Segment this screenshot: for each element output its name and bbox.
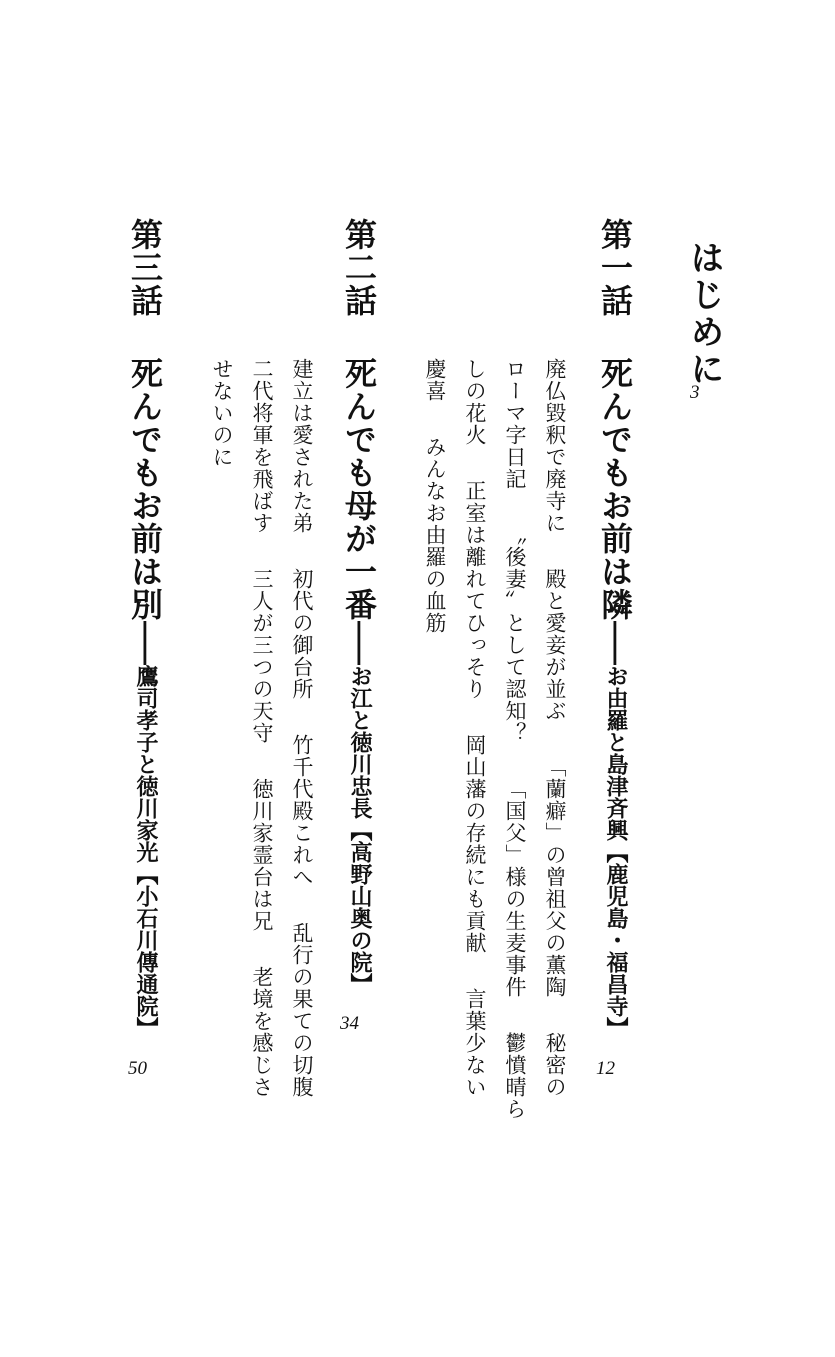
chapter-3-number: 第三話 bbox=[126, 218, 164, 317]
chapter-1-heading[interactable] bbox=[592, 218, 638, 1039]
chapter-3-subtitle: ――鷹司孝子と徳川家光【小石川傳通院】 bbox=[133, 621, 158, 1039]
chapter-2-sections-line-3: せないのに bbox=[210, 358, 234, 468]
chapter-3-title: 死んでもお前は別 bbox=[126, 357, 164, 621]
chapter-2-number: 第二話 bbox=[340, 218, 378, 317]
chapter-1-subtitle: ――お由羅と島津斉興【鹿児島・福昌寺】 bbox=[603, 621, 628, 1039]
chapter-2-page-number: 34 bbox=[340, 1013, 359, 1034]
chapter-1-page-number: 12 bbox=[596, 1058, 615, 1079]
chapter-1-sections-line-2: ローマ字日記〝後妻〟として認知？「国父」様の生麦事件鬱憤晴ら bbox=[503, 358, 527, 1120]
chapter-1-sections-line-3: しの花火正室は離れてひっそり岡山藩の存続にも貢献言葉少ない bbox=[463, 358, 487, 1098]
chapter-1-sections-line-1: 廃仏毀釈で廃寺に殿と愛妾が並ぶ「蘭癖」の曾祖父の薫陶秘密の bbox=[543, 358, 567, 1098]
chapter-3-page-number: 50 bbox=[128, 1058, 147, 1079]
intro-title[interactable]: はじめに bbox=[684, 240, 724, 388]
chapter-1-number: 第一話 bbox=[596, 218, 634, 317]
chapter-2-subtitle: ――お江と徳川忠長【高野山奥の院】 bbox=[347, 621, 372, 995]
chapter-1-title: 死んでもお前は隣 bbox=[596, 357, 634, 621]
chapter-2-heading[interactable] bbox=[336, 218, 382, 995]
chapter-2-sections-line-2: 二代将軍を飛ばす三人が三つの天守徳川家霊台は兄老境を感じさ bbox=[250, 358, 274, 1098]
chapter-2-sections-line-1: 建立は愛された弟初代の御台所竹千代殿これへ乱行の果ての切腹 bbox=[290, 358, 314, 1098]
chapter-1-sections-line-4: 慶喜みんなお由羅の血筋 bbox=[423, 358, 447, 634]
chapter-2-title: 死んでも母が一番 bbox=[340, 357, 378, 621]
intro-page-number: 3 bbox=[690, 382, 700, 403]
chapter-3-heading[interactable] bbox=[122, 218, 168, 1039]
